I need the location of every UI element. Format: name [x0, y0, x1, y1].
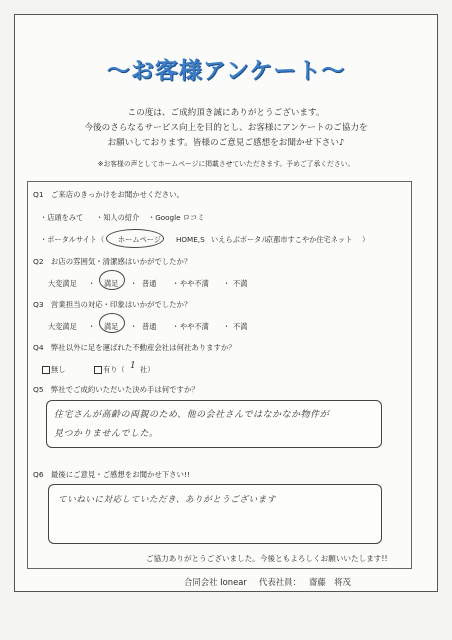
q1-option-homes: HOME,S [176, 235, 205, 244]
q4-option-none [42, 365, 65, 375]
q2-option-very-satisfied: 大変満足 [48, 279, 77, 288]
q5-answer-line-1: 住宅さんが高齢の両親のため、他の会社さんではなかなか物件が [54, 410, 330, 420]
q1-option-google-review: ・Google ロコミ [148, 213, 205, 222]
checkbox-icon [94, 366, 102, 374]
q2-separator: ・ [172, 279, 180, 288]
publication-note: ※お客様の声としてホームページに掲載させていただきます。予めご了承ください。 [97, 160, 355, 168]
q1-option-kyoto-net: 京都市すこやか住宅ネット [266, 235, 353, 244]
q4-count-suffix: 社） [140, 365, 155, 374]
representative-name: 齋藤 将茂 [309, 577, 351, 587]
representative-label: 代表社員： [259, 577, 301, 587]
q3-separator: ・ [223, 322, 231, 331]
q1-portal-prefix: ・ポータルサイト（ [40, 235, 105, 244]
q2-separator: ・ [88, 279, 96, 288]
checkbox-icon [42, 366, 50, 374]
q4-none-label: 無し [51, 365, 66, 374]
q2-separator: ・ [223, 279, 231, 288]
q4-question: Q4 弊社以外に足を運ばれた不動産会社は何社ありますか？ [33, 343, 236, 352]
q3-option-somewhat-dissatisfied: やや不満 [180, 322, 209, 331]
q3-separator: ・ [130, 322, 138, 331]
q2-selection-circle [99, 270, 125, 290]
company-name: 合同会社 Ionear [184, 577, 247, 587]
q3-option-very-satisfied: 大変満足 [48, 322, 77, 331]
q3-option-neutral: 普通 [142, 322, 157, 331]
q6-question: Q6 最後にご意見・ご感想をお聞かせ下さい!! [33, 470, 190, 479]
intro-line-1: この度は、ご成約頂き誠にありがとうございます。 [127, 108, 325, 118]
q4-option-has [94, 365, 125, 375]
q5-answer-line-2: 見つかりませんでした。 [54, 429, 159, 439]
q3-option-dissatisfied: 不満 [233, 322, 248, 331]
q2-question: Q2 お店の雰囲気・清潔感はいかがでしたか？ [33, 257, 192, 266]
q4-has-label: 有り（ [103, 365, 125, 374]
q1-option-ielove: いえらぶポータル [211, 235, 269, 244]
q1-portal-suffix: ） [362, 235, 370, 244]
q1-selection-circle [106, 229, 164, 248]
intro-line-3: お願いしております。皆様のご意見ご感想をお聞かせ下さい♪ [107, 138, 345, 148]
q4-company-count: 1 [130, 361, 137, 371]
q1-option-homepage: ホームページ [118, 235, 161, 244]
q2-option-dissatisfied: 不満 [233, 279, 248, 288]
q2-separator: ・ [130, 279, 138, 288]
q2-option-neutral: 普通 [142, 279, 157, 288]
q3-selection-circle [99, 313, 125, 333]
q2-option-somewhat-dissatisfied: やや不満 [180, 279, 209, 288]
q5-question: Q5 弊社でご成約いただいた決め手は何ですか？ [33, 385, 199, 394]
q1-question: Q1 ご来店のきっかけをお聞かせください。 [33, 190, 184, 199]
q3-question: Q3 営業担当の対応・印象はいかがでしたか？ [33, 300, 192, 309]
closing-message: ご協力ありがとうございました。今後ともよろしくお願いいたします!! [146, 554, 388, 563]
q3-option-satisfied: 満足 [104, 322, 119, 331]
intro-line-2: 今後のさらなるサービス向上を目的とし、お客様にアンケートのご協力を [84, 123, 368, 133]
q3-separator: ・ [172, 322, 180, 331]
q2-option-satisfied: 満足 [104, 279, 119, 288]
q1-option-storefront: ・店頭をみて [40, 213, 84, 222]
q6-answer-line-1: ていねいに対応していただき、ありがとうございます [58, 495, 276, 505]
page-title: ～お客様アンケート～ [106, 58, 346, 84]
q1-option-referral: ・知人の紹介 [96, 213, 140, 222]
q3-separator: ・ [88, 322, 96, 331]
